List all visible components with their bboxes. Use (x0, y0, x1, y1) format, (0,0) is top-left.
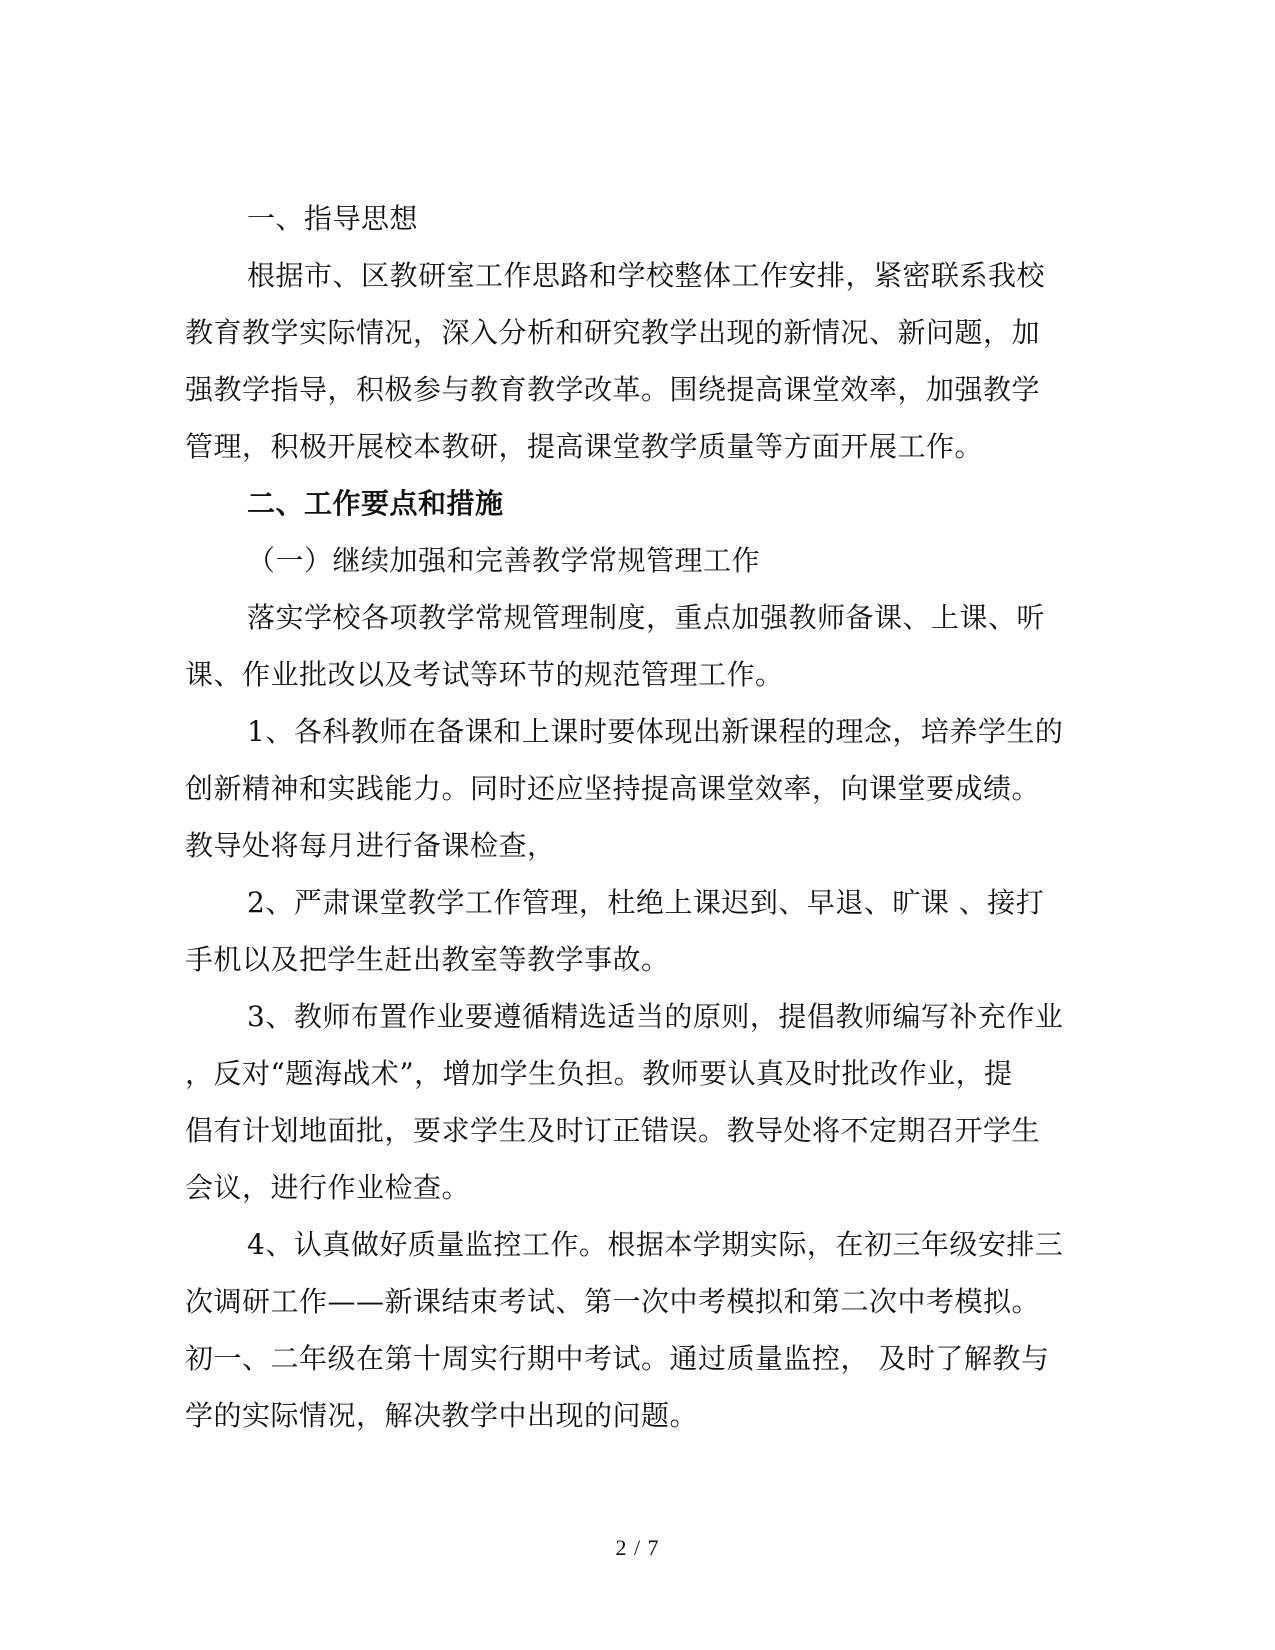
paragraph-line: 4、认真做好质量监控工作。根据本学期实际，在初三年级安排三 (247, 1228, 1064, 1261)
paragraph-line: 初一、二年级在第十周实行期中考试。通过质量监控， 及时了解教与 (185, 1342, 1050, 1375)
paragraph-line: 倡有计划地面批，要求学生及时订正错误。教导处将不定期召开学生 (185, 1114, 1041, 1147)
paragraph-line: 3、教师布置作业要遵循精选适当的原则，提倡教师编写补充作业 (247, 1000, 1064, 1033)
list-item-3 (185, 988, 1090, 1216)
paragraph-line: 管理，积极开展校本教研，提高课堂教学质量等方面开展工作。 (185, 430, 984, 463)
paragraph-line: 强教学指导，积极参与教育教学改革。围绕提高课堂效率，加强教学 (185, 373, 1041, 406)
list-item-1 (185, 703, 1090, 874)
document-body (185, 190, 1090, 1444)
paragraph-line: 教育教学实际情况，深入分析和研究教学出现的新情况、新问题，加 (185, 316, 1041, 349)
section-2-intro (185, 589, 1090, 703)
section-2-heading: 二、工作要点和措施 (247, 487, 504, 520)
list-item-4 (185, 1216, 1090, 1444)
page-number: 2 / 7 (615, 1535, 660, 1560)
paragraph-line: 落实学校各项教学常规管理制度，重点加强教师备课、上课、听 (247, 601, 1046, 634)
paragraph-line: 2、严肃课堂教学工作管理，杜绝上课迟到、早退、旷课 、接打 (247, 886, 1045, 919)
paragraph-line: 教导处将每月进行备课检查， (185, 829, 556, 862)
paragraph-line: 1、各科教师在备课和上课时要体现出新课程的理念，培养学生的 (247, 715, 1064, 748)
paragraph-line: 根据市、区教研室工作思路和学校整体工作安排，紧密联系我校 (247, 259, 1046, 292)
list-item-2 (185, 874, 1090, 988)
section-1-paragraph (185, 247, 1090, 475)
paragraph-line: 手机以及把学生赶出教室等教学事故。 (185, 943, 670, 976)
paragraph-line: 课、作业批改以及考试等环节的规范管理工作。 (185, 658, 784, 691)
section-2-subheading: （一）继续加强和完善教学常规管理工作 (247, 544, 761, 577)
paragraph-line: 次调研工作——新课结束考试、第一次中考模拟和第二次中考模拟。 (185, 1285, 1041, 1318)
paragraph-line: 会议，进行作业检查。 (185, 1171, 471, 1204)
paragraph-line: 创新精神和实践能力。同时还应坚持提高课堂效率，向课堂要成绩。 (185, 772, 1041, 805)
paragraph-line: ，反对“题海战术”，增加学生负担。教师要认真及时批改作业，提 (185, 1057, 1013, 1090)
section-1-heading: 一、指导思想 (247, 202, 419, 235)
paragraph-line: 学的实际情况，解决教学中出现的问题。 (185, 1399, 699, 1432)
